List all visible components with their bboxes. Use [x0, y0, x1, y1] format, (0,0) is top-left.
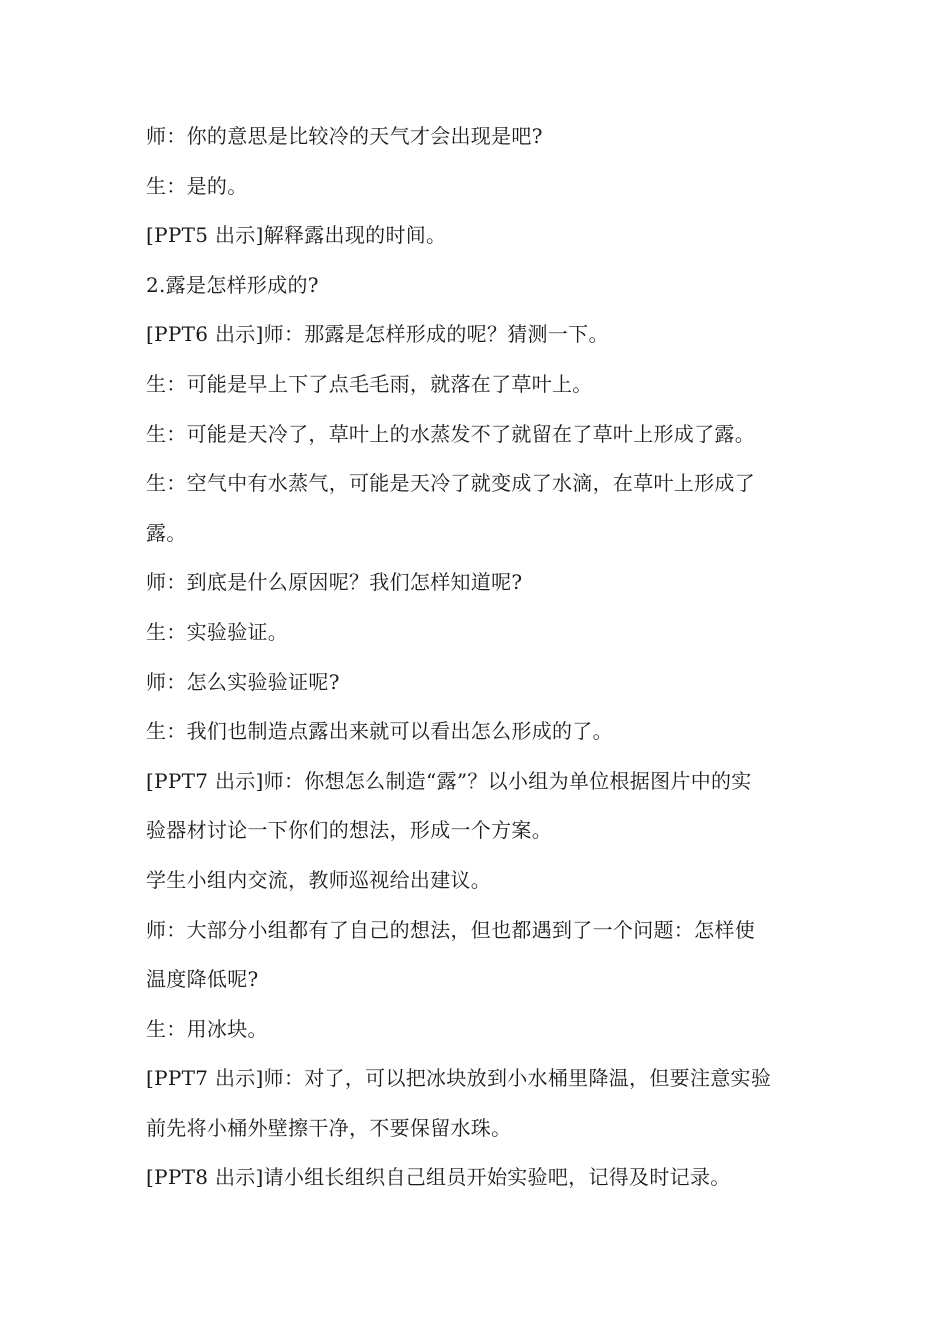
text-line: 露。: [146, 520, 187, 545]
text-line: 学生小组内交流，教师巡视给出建议。: [146, 867, 492, 892]
document-body: [146, 112, 811, 1203]
text-line: [PPT8 出示]请小组长组织自己组员开始实验吧，记得及时记录。: [146, 1165, 731, 1190]
text-line: 验器材讨论一下你们的想法，形成一个方案。: [146, 818, 552, 843]
text-line: 师：大部分小组都有了自己的想法，但也都遇到了一个问题：怎样使: [146, 917, 755, 942]
text-line: 生：可能是早上下了点毛毛雨，就落在了草叶上。: [146, 371, 593, 396]
text-line: 生：我们也制造点露出来就可以看出怎么形成的了。: [146, 719, 613, 744]
text-line: [PPT7 出示]师：你想怎么制造“露”？以小组为单位根据图片中的实: [146, 768, 752, 793]
text-line: 生：实验验证。: [146, 619, 289, 644]
text-line: 生：用冰块。: [146, 1016, 268, 1041]
text-line: 生：可能是天冷了，草叶上的水蒸发不了就留在了草叶上形成了露。: [146, 421, 755, 446]
text-line: 生：是的。: [146, 173, 248, 198]
text-line: [PPT5 出示]解释露出现的时间。: [146, 223, 447, 248]
text-line: 温度降低呢?: [146, 967, 259, 992]
section-heading: 2.露是怎样形成的?: [146, 272, 319, 297]
text-line: [PPT7 出示]师：对了，可以把冰块放到小水桶里降温，但要注意实验: [146, 1066, 772, 1091]
text-line: [PPT6 出示]师：那露是怎样形成的呢？猜测一下。: [146, 322, 609, 347]
text-line: 师：怎么实验验证呢?: [146, 669, 340, 694]
text-line: 前先将小桶外壁擦干净，不要保留水珠。: [146, 1115, 512, 1140]
text-line: 师：你的意思是比较冷的天气才会出现是吧?: [146, 124, 543, 148]
text-line: 师：到底是什么原因呢？我们怎样知道呢?: [146, 570, 523, 595]
text-line: 生：空气中有水蒸气，可能是天冷了就变成了水滴，在草叶上形成了: [146, 471, 755, 496]
